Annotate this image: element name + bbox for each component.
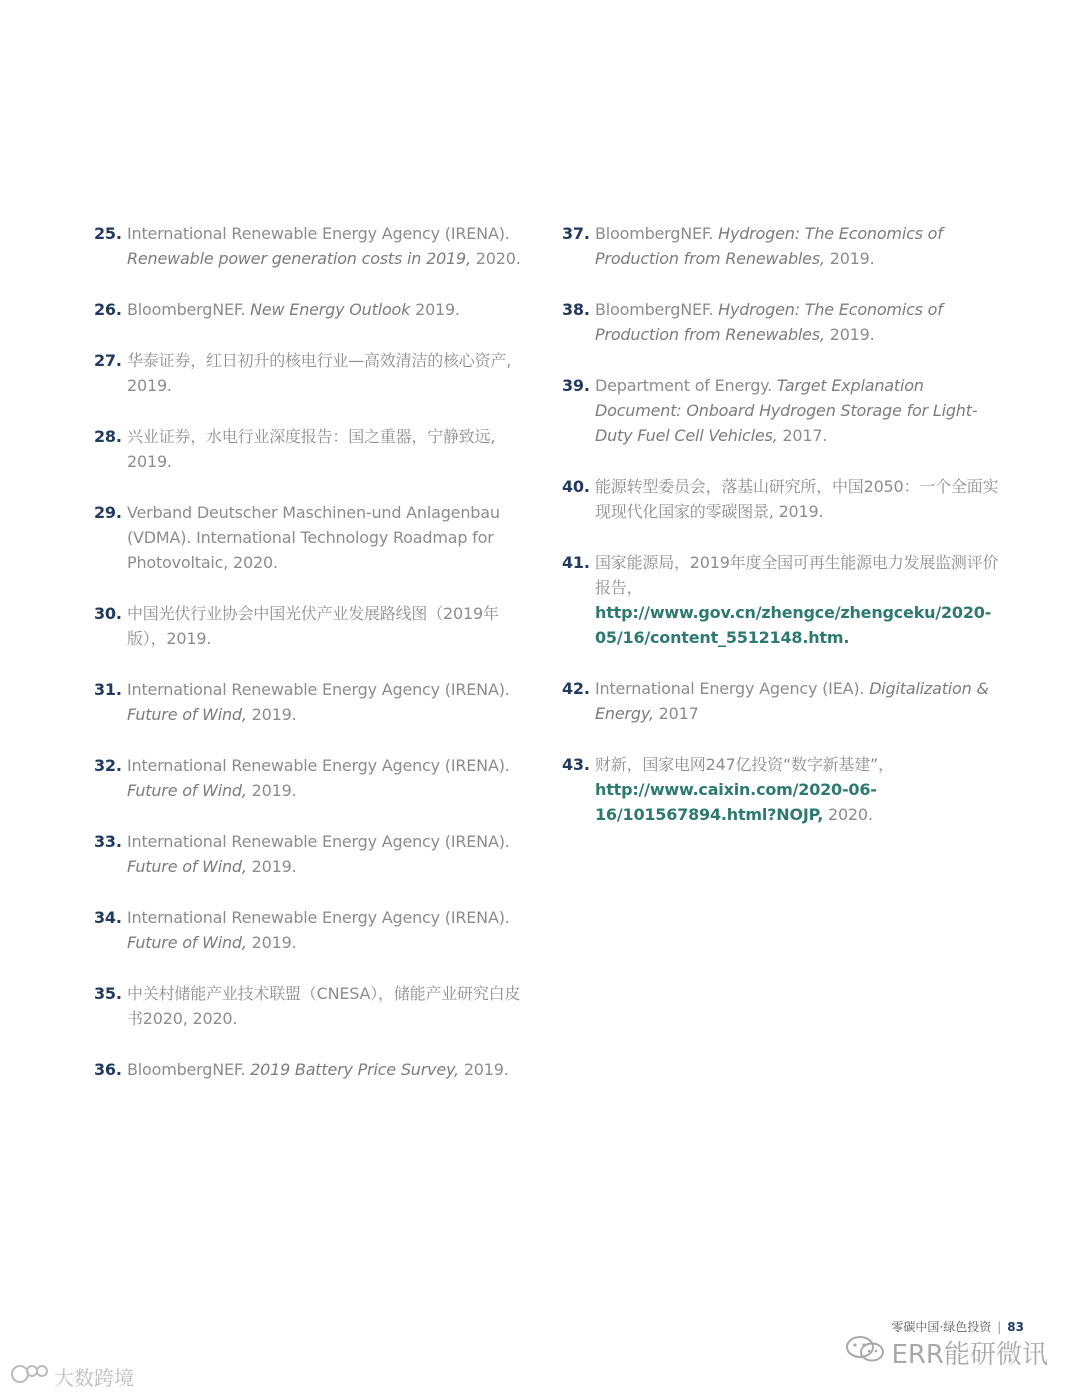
reference-source: BloombergNEF. [127,300,251,319]
reference-source: International Renewable Energy Agency (IRENA). [127,832,510,851]
reference-number: 42. [562,679,590,698]
watermark-left-text: 大数跨境 [54,1366,134,1390]
reference-item [94,348,534,398]
reference-number: 39. [562,376,590,395]
reference-year: 2019. [824,325,875,344]
reference-source: BloombergNEF. [127,1060,251,1079]
reference-number: 34. [94,908,122,927]
reference-year: 2019. [458,1060,509,1079]
reference-number: 29. [94,503,122,522]
reference-year: 2019. [246,857,297,876]
reference-text [127,981,534,1031]
reference-title: 2019 Battery Price Survey, [250,1060,459,1079]
publication-title: 零碳中国·绿色投资 [891,1320,992,1334]
reference-text [595,474,1002,524]
reference-item [94,905,534,955]
reference-link[interactable]: http://www.gov.cn/zhengce/zhengceku/2020-05/16/content_5512148.htm. [595,603,992,647]
references-left-column [94,221,534,1108]
reference-year: 2020. [470,249,521,268]
reference-number: 31. [94,680,122,699]
reference-source: BloombergNEF. [595,224,719,243]
reference-number: 27. [94,351,122,370]
reference-item [94,601,534,651]
reference-text [127,601,534,651]
reference-number: 33. [94,832,122,851]
reference-text [595,221,1002,271]
reference-item [562,297,1002,347]
reference-text [127,348,534,398]
reference-text [127,677,534,727]
watermark-right [845,1334,1048,1371]
references-right-column [562,221,1002,853]
reference-text [595,752,1002,827]
reference-item [562,550,1002,650]
reference-text [127,905,534,955]
reference-item [94,424,534,474]
reference-year: 2019. [246,933,297,952]
footer-separator: | [997,1319,1002,1334]
reference-item [94,753,534,803]
reference-item [94,1057,534,1082]
reference-source: 中关村储能产业技术联盟（CNESA），储能产业研究白皮书2020, 2020. [127,984,521,1028]
reference-text [127,221,534,271]
reference-item [562,373,1002,448]
reference-year: 2019. [410,300,460,319]
reference-year: 2020. [823,805,873,824]
reference-source: BloombergNEF. [595,300,719,319]
page-number: 83 [1007,1319,1024,1334]
reference-link[interactable]: http://www.caixin.com/2020-06-16/101567894.html?NOJP, [595,780,877,824]
reference-title: Target Explanation Document: Onboard Hydrogen Storage for Light-Duty Fuel Cell Vehicles, [595,376,978,445]
reference-text [127,829,534,879]
reference-title: Future of Wind, [127,933,247,952]
reference-text [595,550,1002,650]
reference-item [562,676,1002,726]
reference-source: 中国光伏行业协会中国光伏产业发展路线图（2019年版），2019. [127,604,499,648]
reference-title: Future of Wind, [127,781,247,800]
logo-icon [10,1362,50,1391]
page-footer [891,1318,1024,1335]
reference-number: 28. [94,427,122,446]
reference-year: 2019. [246,705,297,724]
reference-number: 30. [94,604,122,623]
reference-item [94,829,534,879]
reference-source: 财新，国家电网247亿投资“数字新基建”， [595,755,894,774]
reference-text [127,500,534,575]
reference-number: 38. [562,300,590,319]
reference-source: International Energy Agency (IEA). [595,679,870,698]
reference-number: 36. [94,1060,122,1079]
reference-text [127,297,534,322]
reference-source: 华泰证券，红日初升的核电行业—高效清洁的核心资产, 2019. [127,351,512,395]
watermark-right-text: ERR能研微讯 [891,1340,1048,1370]
reference-source: 能源转型委员会，落基山研究所，中国2050：一个全面实现现代化国家的零碳图景, 2019. [595,477,999,521]
reference-title: Hydrogen: The Economics of Production from Renewables, [595,224,943,268]
reference-title: Renewable power generation costs in 2019, [127,249,471,268]
reference-year: 2017 [653,704,699,723]
reference-number: 43. [562,755,590,774]
reference-year: 2019. [246,781,297,800]
reference-item [562,752,1002,827]
reference-item [562,221,1002,271]
reference-title: Hydrogen: The Economics of Production from Renewables, [595,300,943,344]
reference-item [94,221,534,271]
reference-title: New Energy Outlook [250,300,411,319]
reference-number: 32. [94,756,122,775]
reference-source: International Renewable Energy Agency (IRENA). [127,756,510,775]
wechat-icon [845,1334,885,1371]
reference-source: Department of Energy. [595,376,777,395]
watermark-left [10,1362,134,1391]
reference-item [94,981,534,1031]
reference-text [595,676,1002,726]
reference-item [94,500,534,575]
reference-text [127,1057,534,1082]
reference-text [127,424,534,474]
reference-year: 2017. [777,426,828,445]
reference-number: 26. [94,300,122,319]
reference-source: International Renewable Energy Agency (IRENA). [127,224,510,243]
reference-source: International Renewable Energy Agency (IRENA). [127,680,510,699]
reference-number: 35. [94,984,122,1003]
reference-source: 兴业证券，水电行业深度报告：国之重器，宁静致远, 2019. [127,427,496,471]
reference-year: 2019. [824,249,875,268]
reference-title: Digitalization & Energy, [595,679,989,723]
reference-item [562,474,1002,524]
reference-number: 25. [94,224,122,243]
reference-source: International Renewable Energy Agency (IRENA). [127,908,510,927]
reference-title: Future of Wind, [127,705,247,724]
reference-source: 国家能源局，2019年度全国可再生能源电力发展监测评价报告， [595,553,999,597]
reference-item [94,677,534,727]
reference-number: 37. [562,224,590,243]
reference-text [127,753,534,803]
reference-item [94,297,534,322]
reference-text [595,297,1002,347]
reference-text [595,373,1002,448]
reference-number: 41. [562,553,590,572]
reference-source: Verband Deutscher Maschinen-und Anlagenbau (VDMA). International Technology Roadmap for Photovoltaic, 2020. [127,503,500,572]
reference-title: Future of Wind, [127,857,247,876]
reference-number: 40. [562,477,590,496]
